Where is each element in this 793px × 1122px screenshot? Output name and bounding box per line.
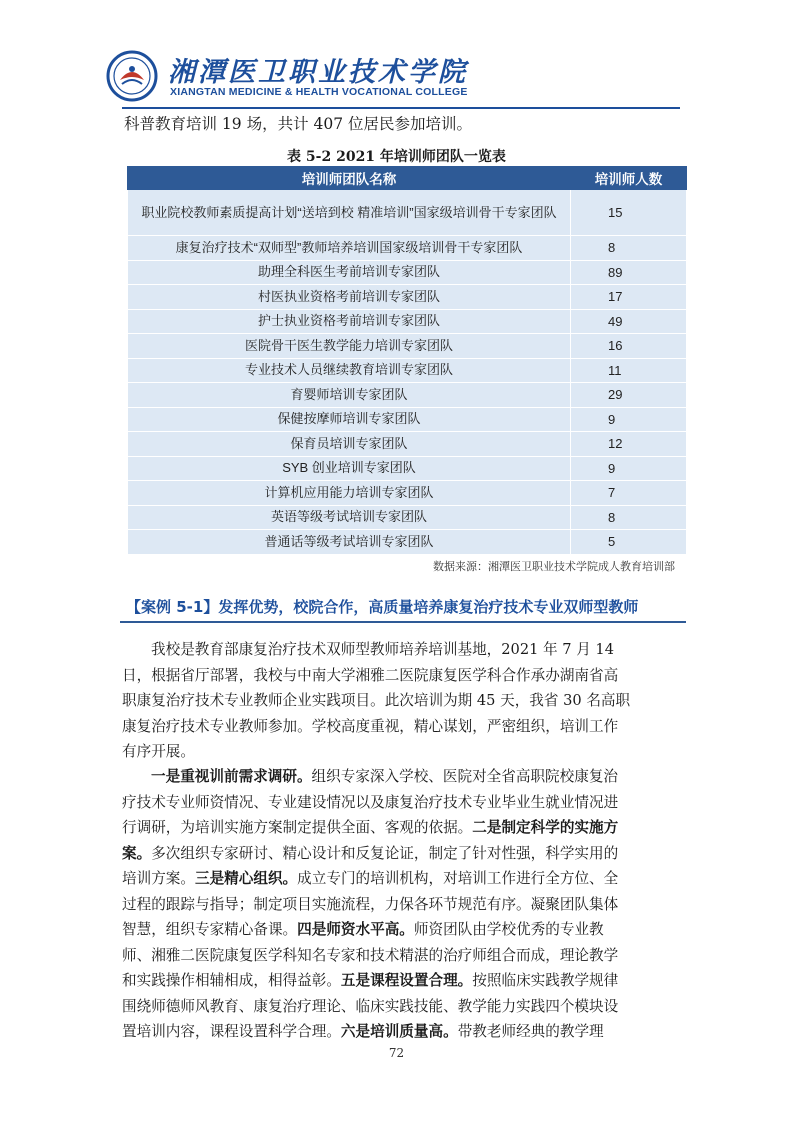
line-text: 置培训内容，课程设置科学合理。 (122, 1023, 341, 1040)
trainer-count-cell: 8 (571, 236, 687, 261)
table-row (128, 407, 687, 432)
line-text: 和实践操作相辅相成，相得益彰。 (122, 972, 341, 989)
school-logo-icon (106, 50, 158, 102)
school-name-en: XIANGTAN MEDICINE & HEALTH VOCATIONAL COLLEGE (170, 86, 468, 98)
intro-text: 科普教育培训 19 场，共计 407 位居民参加培训。 (124, 115, 473, 133)
highlight-point-2: 二是制定科学的实施方 (472, 819, 619, 836)
paragraph-line: 康复治疗技术专业教师参加。学校高度重视，精心谋划，严密组织，培训工作 (122, 717, 619, 735)
table-row (128, 285, 687, 310)
paragraph-line: 日，根据省厅部署，我校与中南大学湘雅二医院康复医学科合作承办湖南省高 (122, 666, 619, 684)
line-text: 多次组织专家研讨、精心设计和反复论证，制定了针对性强，科学实用的 (151, 844, 619, 862)
trainer-count-cell: 5 (571, 530, 687, 555)
line-text: 组织专家深入学校、医院对全省高职院校康复治 (311, 768, 619, 785)
trainer-count-cell: 8 (571, 505, 687, 530)
team-name-cell: 医院骨干医生教学能力培训专家团队 (128, 334, 571, 359)
column-header-trainer-count: 培训师人数 (571, 167, 687, 190)
table-row (128, 190, 687, 236)
table-row (128, 481, 687, 506)
line-text: 师资团队由学校优秀的专业教 (413, 921, 604, 938)
team-name-cell: 计算机应用能力培训专家团队 (128, 481, 571, 506)
school-name-cn: 湘潭医卫职业技术学院 (168, 57, 468, 88)
case-title: 【案例 5-1】发挥优势，校院合作，高质量培养康复治疗技术专业双师型教师 (120, 593, 686, 623)
line-text: 按照临床实践教学规律 (472, 972, 619, 989)
team-name-cell: 职业院校教师素质提高计划“送培到校 精准培训”国家级培训骨干专家团队 (128, 190, 571, 236)
highlight-point-3: 三是精心组织。 (194, 870, 298, 887)
paragraph-line (122, 968, 678, 994)
trainer-count-cell: 89 (571, 260, 687, 285)
team-name-cell: 村医执业资格考前培训专家团队 (128, 285, 571, 310)
paragraph-line: 职康复治疗技术专业教师企业实践项目。此次培训为期 45 天，我省 30 名高职 (122, 692, 631, 709)
team-name-cell: 英语等级考试培训专家团队 (128, 505, 571, 530)
highlight-point-2-end: 案。 (122, 844, 152, 862)
table-row (128, 383, 687, 408)
table-row (128, 309, 687, 334)
highlight-point-5: 五是课程设置合理。 (340, 972, 473, 989)
team-name-cell: 专业技术人员继续教育培训专家团队 (128, 358, 571, 383)
team-name-cell: 康复治疗技术“双师型”教师培养培训国家级培训骨干专家团队 (128, 236, 571, 261)
trainer-count-cell: 9 (571, 407, 687, 432)
paragraph-line: 围绕师德师风教育、康复治疗理论、临床实践技能、教学能力实践四个模块设 (122, 997, 619, 1015)
table-title: 表 5-2 2021 年培训师团队一览表 (287, 149, 506, 165)
team-name-cell: 助理全科医生考前培训专家团队 (128, 260, 571, 285)
paragraph-line (122, 917, 678, 943)
trainer-count-cell: 17 (571, 285, 687, 310)
table-row (128, 530, 687, 555)
trainer-count-cell: 49 (571, 309, 687, 334)
line-text: 智慧，组织专家精心备课。 (122, 921, 298, 938)
paragraph-line (122, 815, 678, 841)
paragraph-line (122, 841, 678, 867)
trainer-count-cell: 7 (571, 481, 687, 506)
table-row (128, 334, 687, 359)
paragraph-line (122, 1019, 678, 1045)
paragraph-line (122, 866, 678, 892)
team-name-cell: 保育员培训专家团队 (128, 432, 571, 457)
line-text: 成立专门的培训机构，对培训工作进行全方位、全 (297, 870, 619, 887)
data-source-note: 数据来源：湘潭医卫职业技术学院成人教育培训部 (433, 560, 675, 573)
table-row (128, 456, 687, 481)
line-text: 带教老师经典的教学理 (457, 1023, 604, 1040)
line-text: 行调研，为培训实施方案制定提供全面、客观的依据。 (122, 819, 473, 836)
page-number: 72 (388, 1046, 405, 1060)
page-header (100, 44, 700, 110)
trainer-count-cell: 12 (571, 432, 687, 457)
trainer-count-cell: 29 (571, 383, 687, 408)
highlight-point-6: 六是培训质量高。 (340, 1023, 458, 1040)
line-text: 培训方案。 (122, 870, 195, 887)
team-name-cell: 护士执业资格考前培训专家团队 (128, 309, 571, 334)
team-name-cell: SYB 创业培训专家团队 (128, 456, 571, 481)
header-divider (122, 107, 680, 109)
training-team-table (127, 166, 687, 555)
table-row (128, 505, 687, 530)
case-paragraph-1 (122, 637, 678, 765)
team-name-cell: 保健按摩师培训专家团队 (128, 407, 571, 432)
trainer-count-cell: 16 (571, 334, 687, 359)
paragraph-line: 师、湘雅二医院康复医学科知名专家和技术精湛的治疗师组合而成，理论教学 (122, 946, 619, 964)
case-paragraph-2 (122, 764, 678, 1045)
table-header-row (128, 167, 687, 190)
highlight-point-4: 四是师资水平高。 (297, 921, 414, 938)
trainer-count-cell: 11 (571, 358, 687, 383)
paragraph-line: 疗技术专业师资情况、专业建设情况以及康复治疗技术专业毕业生就业情况进 (122, 793, 619, 811)
column-header-team-name: 培训师团队名称 (128, 167, 571, 190)
table-row (128, 236, 687, 261)
paragraph-line: 有序开展。 (122, 743, 195, 760)
table-row (128, 432, 687, 457)
team-name-cell: 普通话等级考试培训专家团队 (128, 530, 571, 555)
table-row (128, 358, 687, 383)
paragraph-line (122, 764, 678, 790)
trainer-count-cell: 9 (571, 456, 687, 481)
trainer-count-cell: 15 (571, 190, 687, 236)
paragraph-line: 我校是教育部康复治疗技术双师型教师培养培训基地，2021 年 7 月 14 (151, 641, 614, 658)
table-row (128, 260, 687, 285)
team-name-cell: 育婴师培训专家团队 (128, 383, 571, 408)
highlight-point-1: 一是重视训前需求调研。 (151, 768, 312, 785)
paragraph-line: 过程的跟踪与指导；制定项目实施流程，力保各环节规范有序。凝聚团队集体 (122, 895, 619, 913)
